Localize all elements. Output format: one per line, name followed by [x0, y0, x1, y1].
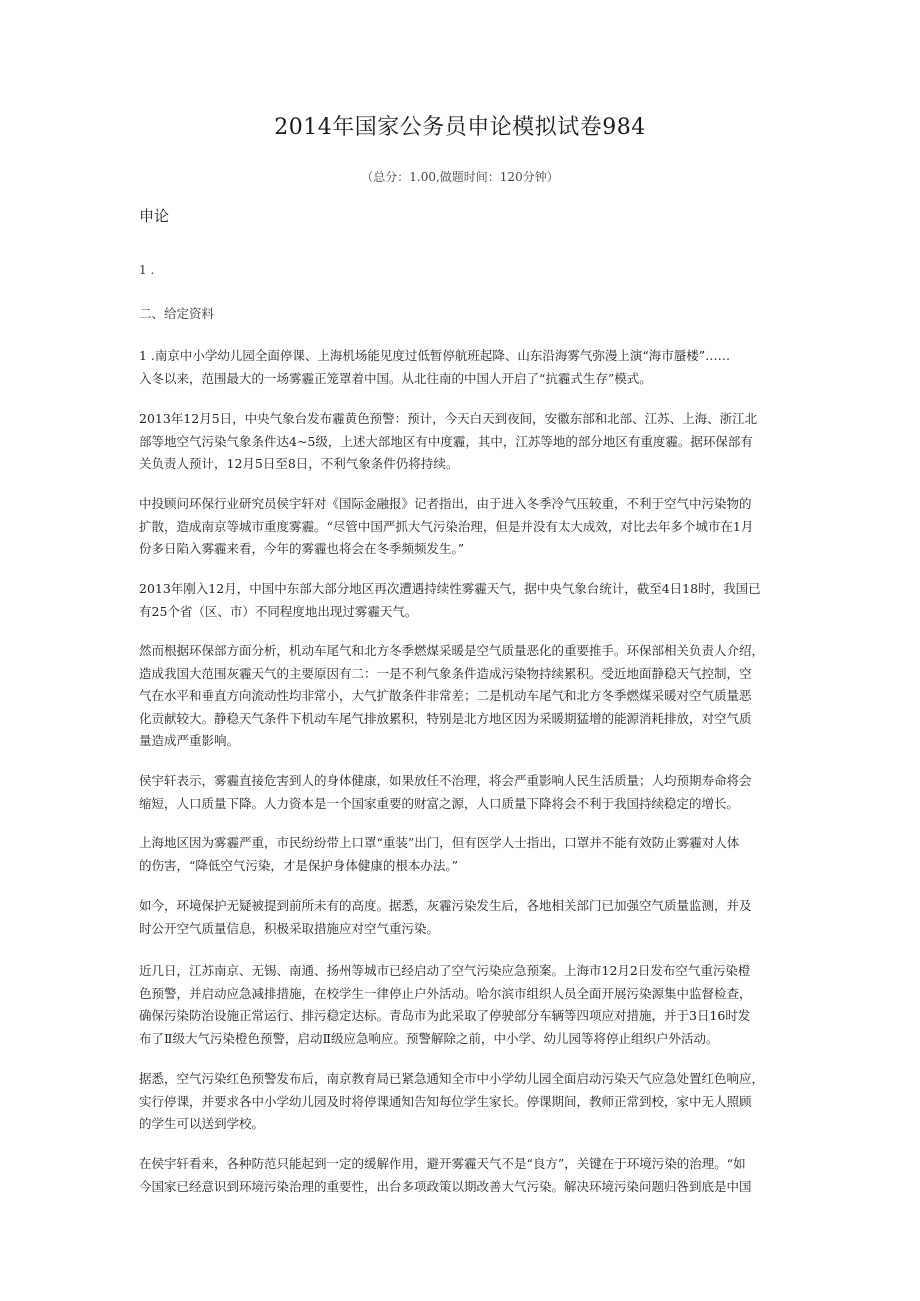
paragraph-line: 入冬以来，范围最大的一场雾霾正笼罩着中国。从北往南的中国人开启了“抗霾式生存”模式。 [139, 370, 652, 386]
paragraph-line: 然而根据环保部方面分析，机动车尾气和北方冬季燃煤采暖是空气质量恶化的重要推手。环保部相关负责人介绍， [139, 643, 765, 658]
paragraph-line: 化贡献较大。静稳天气条件下机动车尾气排放累积，特别是北方地区因为采暖期猛增的能源消耗排放，对空气质 [139, 710, 752, 726]
paragraph-line: 时公开空气质量信息，积极采取措施应对空气重污染。 [139, 920, 440, 936]
paragraph-line: 气在水平和垂直方向流动性均非常小，大气扩散条件非常差；二是机动车尾气和北方冬季燃煤采暖对空气质量恶 [139, 688, 752, 704]
paragraph [139, 408, 789, 476]
paragraph-line: 中投顾问环保行业研究员侯宇轩对《国际金融报》记者指出，由于进入冬季冷气压较重，不利于空气中污染物的 [139, 496, 752, 511]
paragraph-line: 2013年12月5日，中央气象台发布霾黄色预警：预计，今天白天到夜间，安徽东部和北部、江苏、上海、浙江北 [139, 411, 758, 426]
paragraph-line: 部等地空气污染气象条件达4~5级，上述大部地区有中度霾，其中，江苏等地的部分地区有重度霾。据环保部有 [139, 433, 753, 449]
materials-heading: 二、给定资料 [139, 306, 215, 321]
paragraph-line: 今国家已经意识到环境污染治理的重要性，出台多项政策以期改善大气污染。解决环境污染问题归咎到底是中国 [139, 1178, 752, 1194]
paragraph [139, 1068, 789, 1136]
paragraph-line: 量造成严重影响。 [139, 733, 240, 749]
paragraph-line: 在侯宇轩看来，各种防范只能起到一定的缓解作用，避开雾霾天气不是“良方”，关键在于环境污染的治理。“如 [139, 1156, 746, 1171]
paragraph [139, 1153, 789, 1198]
paragraph [139, 770, 789, 815]
paragraph-line: 份多日陷入雾霾来看，今年的雾霾也将会在冬季频频发生。” [139, 541, 465, 557]
paragraph [139, 345, 789, 390]
document-subtitle: （总分：1.00,做题时间：120分钟） [361, 170, 559, 184]
paragraph-line: 如今，环境保护无疑被提到前所未有的高度。据悉，灰霾污染发生后，各地相关部门已加强空气质量监测，并及 [139, 898, 752, 913]
paragraph-line: 色预警，并启动应急减排措施，在校学生一律停止户外活动。哈尔滨市组织人员全面开展污染源集中监督检查， [139, 985, 752, 1001]
paragraph-line: 造成我国大范围灰霾天气的主要原因有二：一是不利气象条件造成污染物持续累积。受近地面静稳天气控制，空 [139, 665, 752, 681]
paragraph-line: 扩散，造成南京等城市重度雾霾。“尽管中国严抓大气污染治理，但是并没有太大成效，对比去年多个城市在1月 [139, 518, 754, 534]
paragraph-line: 上海地区因为雾霾严重，市民纷纷带上口罩“重装”出门，但有医学人士指出，口罩并不能有效防止雾霾对人体 [139, 835, 740, 850]
paragraph-line: 实行停课，并要求各中小学幼儿园及时将停课通知告知每位学生家长。停课期间，教师正常到校，家中无人照顾 [139, 1093, 752, 1109]
paragraph-line: 据悉，空气污染红色预警发布后，南京教育局已紧急通知全市中小学幼儿园全面启动污染天气应急处置红色响应， [139, 1071, 765, 1086]
document-title: 2014年国家公务员申论模拟试卷984 [274, 115, 646, 140]
paragraph-line: 有25个省（区、市）不同程度地出现过雾霾天气。 [139, 603, 418, 619]
section-heading: 申论 [139, 207, 170, 225]
paragraph [139, 493, 789, 561]
paragraph-line: 侯宇轩表示，雾霾直接危害到人的身体健康，如果放任不治理，将会严重影响人民生活质量；人均预期寿命将会 [139, 773, 752, 788]
paragraph-line: 布了Ⅱ级大气污染橙色预警，启动Ⅱ级应急响应。预警解除之前，中小学、幼儿园等将停止组织户外活动。 [139, 1030, 719, 1046]
paragraph-line: 的伤害，“降低空气污染，才是保护身体健康的根本办法。” [139, 857, 459, 873]
question-number: 1 . [139, 263, 155, 277]
paragraph [139, 832, 789, 877]
paragraph-line: 2013年刚入12月，中国中东部大部分地区再次遭遇持续性雾霾天气，据中央气象台统计，截至4日18时，我国已 [139, 581, 761, 596]
paragraph-line: 缩短，人口质量下降。人力资本是一个国家重要的财富之源，人口质量下降将会不利于我国持续稳定的增长。 [139, 795, 740, 811]
paragraph-line: 的学生可以送到学校。 [139, 1116, 265, 1132]
paragraph-line: 1 .南京中小学幼儿园全面停课、上海机场能见度过低暂停航班起降、山东沿海雾气弥漫上演“海市蜃楼”…… [139, 348, 731, 363]
paragraph [139, 895, 789, 940]
paragraph [139, 960, 789, 1050]
paragraph-line: 关负责人预计，12月5日至8日，不利气象条件仍将持续。 [139, 456, 459, 472]
paragraph [139, 578, 789, 623]
paragraph-line: 确保污染防治设施正常运行、排污稳定达标。青岛市为此采取了停驶部分车辆等四项应对措施，并于3日16时发 [139, 1008, 751, 1024]
paragraph [139, 640, 789, 753]
paragraph-line: 近几日，江苏南京、无锡、南通、扬州等城市已经启动了空气污染应急预案。上海市12月2日发布空气重污染橙 [139, 963, 751, 978]
